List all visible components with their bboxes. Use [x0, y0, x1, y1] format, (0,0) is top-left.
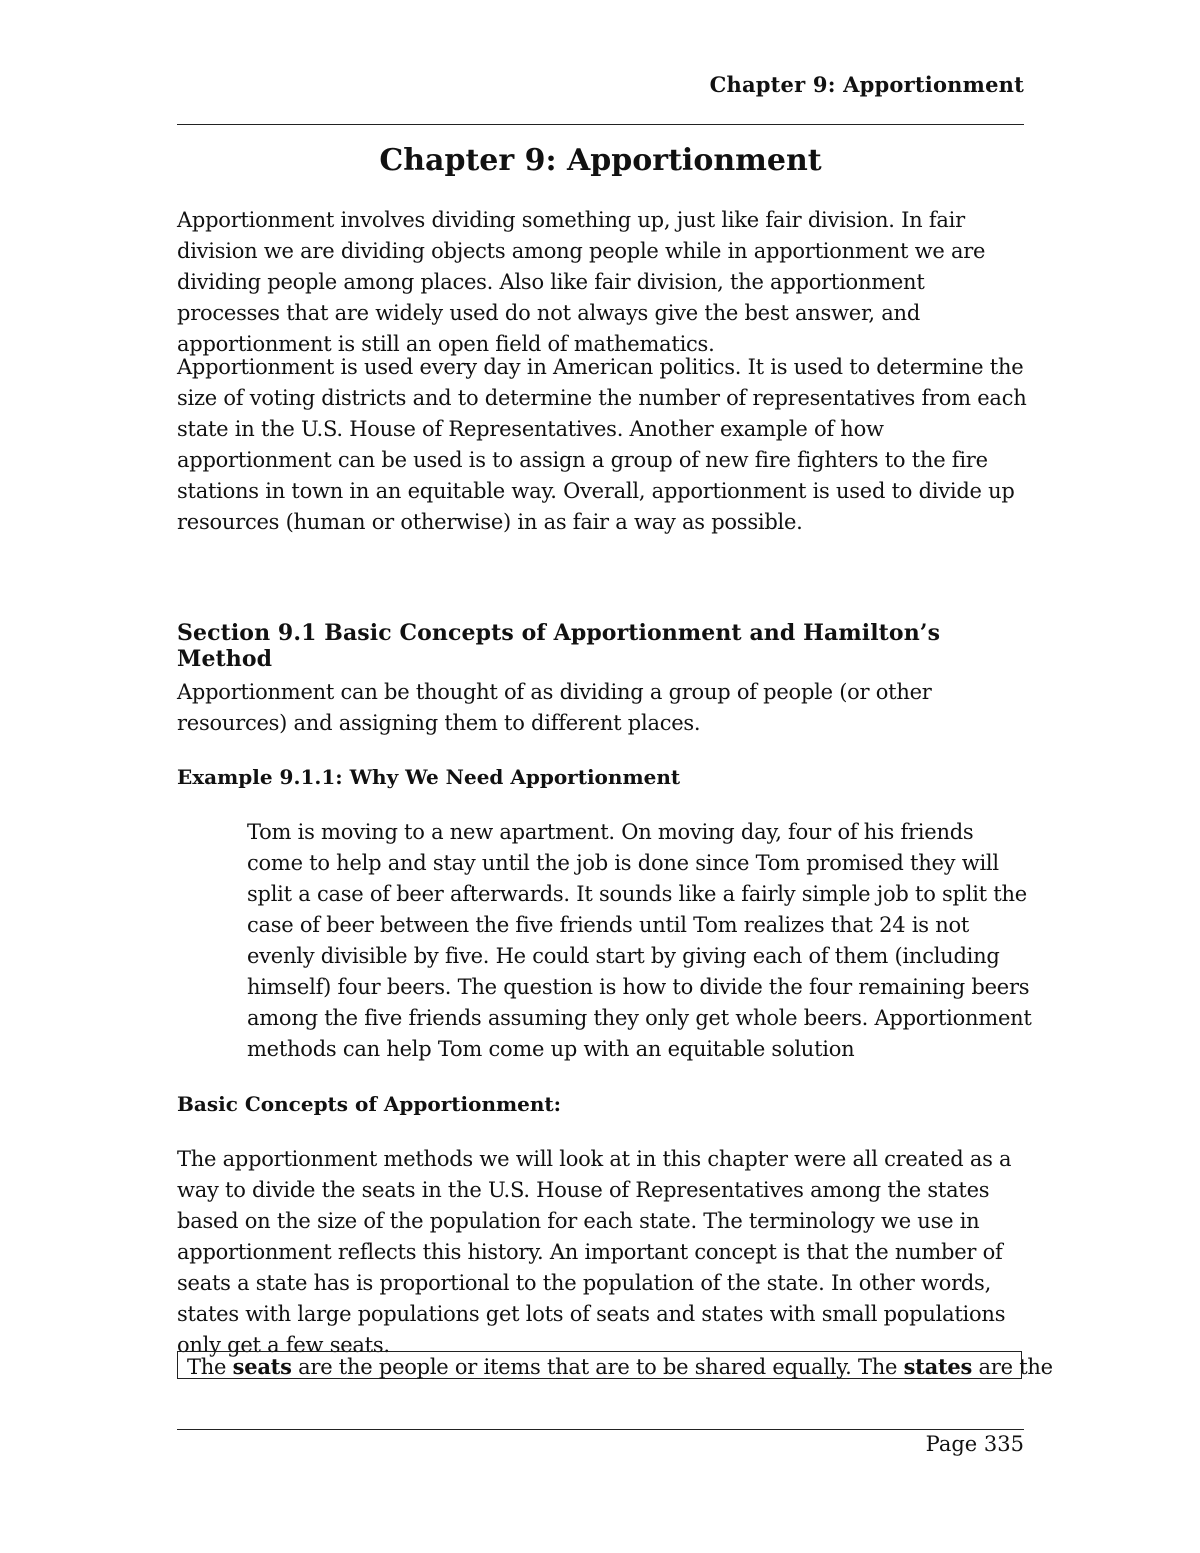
footer-rule	[177, 1429, 1024, 1430]
definition-text	[187, 1353, 1053, 1381]
intro-paragraph-2: Apportionment is used every day in American politics. It is used to determine the size of voting districts and to determine the number of representatives from each state in the U.S. House of Representatives. Another example of how apportionment can be used is to assign a group of new fire fighters to the fire stations in town in an equitable way. Overall, apportionment is used to divide up resources (human or otherwise) in as fair a way as possible.	[177, 355, 1027, 534]
running-header: Chapter 9: Apportionment	[709, 72, 1024, 97]
definition-term-seats: seats	[232, 1354, 292, 1379]
document-page	[177, 0, 1053, 1553]
definition-term-states: states	[903, 1354, 973, 1379]
concepts-paragraph: The apportionment methods we will look at in this chapter were all created as a way to divide the seats in the U.S. House of Representatives among the states based on the size of the population for each state. The terminology we use in apportionment reflects this history. An important concept is that the number of seats a state has is proportional to the population of the state. In other words, states with large populations get lots of seats and states with small populations only get a few seats.	[177, 1147, 1012, 1357]
section-paragraph: Apportionment can be thought of as dividing a group of people (or other resources) and assigning them to different places.	[177, 680, 932, 735]
chapter-title: Chapter 9: Apportionment	[379, 143, 822, 178]
definition-text-part-1: The	[187, 1355, 233, 1379]
header-rule	[177, 124, 1024, 125]
concepts-heading: Basic Concepts of Apportionment:	[177, 1092, 562, 1116]
definition-box	[177, 1351, 1053, 1379]
example-body: Tom is moving to a new apartment. On moving day, four of his friends come to help and stay until the job is done since Tom promised they will split a case of beer afterwards. It sounds like a fairly simple job to split the case of beer between the five friends until Tom realizes that 24 is not evenly divisible by five. He could start by giving each of them (including himself) four beers. The question is how to divide the four remaining beers among the five friends assuming they only get whole beers. Apportionment methods can help Tom come up with an equitable solution	[247, 820, 1032, 1061]
section-heading: Section 9.1 Basic Concepts of Apportionment and Hamilton’s Method	[177, 620, 941, 672]
definition-text-part-2: are the people or items that are to be shared equally. The	[291, 1355, 904, 1379]
definition-text-part-3: are the	[972, 1355, 1053, 1379]
page-number: Page 335	[925, 1432, 1024, 1456]
example-heading: Example 9.1.1: Why We Need Apportionment	[177, 765, 681, 789]
intro-paragraph-1: Apportionment involves dividing something up, just like fair division. In fair division we are dividing objects among people while in apportionment we are dividing people among places. Also like fair division, the apportionment processes that are widely used do not always give the best answer, and apportionment is still an open field of mathematics.	[177, 208, 986, 356]
